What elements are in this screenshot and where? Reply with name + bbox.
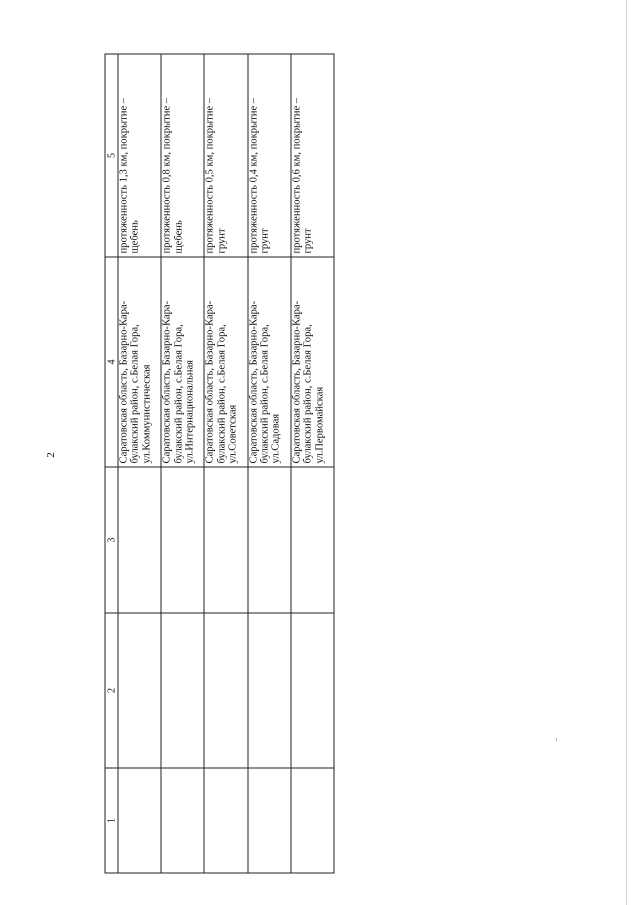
roads-table-rotated (105, 55, 335, 874)
header-col-4: 4 (105, 257, 118, 467)
cell-number (291, 768, 334, 873)
page-number: 2 (45, 452, 57, 458)
cell-address (118, 257, 161, 467)
address-line: ул.Советская (227, 404, 239, 464)
cell-description (291, 54, 334, 257)
header-col-1: 1 (105, 768, 118, 873)
cell-address (248, 257, 291, 467)
table-header-row (105, 54, 118, 873)
table-row (118, 54, 161, 873)
cell-address (161, 257, 204, 467)
cell-name (204, 613, 247, 768)
address-line: ул.Садовая (270, 413, 282, 464)
cell-number (204, 768, 247, 873)
address-line: булакский район, с.Белая Гора, (129, 324, 141, 464)
cell-name (291, 613, 334, 768)
cell-description (248, 54, 291, 257)
cell-name (118, 613, 161, 768)
cell-col-3 (118, 467, 161, 613)
description-line: грунт (216, 228, 228, 254)
cell-address (291, 257, 334, 467)
address-line: булакский район, с.Белая Гора, (259, 324, 271, 464)
address-line: булакский район, с.Белая Гора, (173, 324, 185, 464)
address-line: Саратовская область, Базарно-Кара- (204, 300, 216, 464)
cell-description (118, 54, 161, 257)
address-line: ул.Коммунистическая (141, 364, 153, 464)
table-row (291, 54, 334, 873)
cell-col-3 (204, 467, 247, 613)
cell-number (161, 768, 204, 873)
header-col-2: 2 (105, 613, 118, 768)
header-col-5: 5 (105, 54, 118, 257)
address-line: Саратовская область, Базарно-Кара- (118, 300, 130, 464)
roads-table (105, 54, 335, 874)
table-row (248, 54, 291, 873)
address-line: Саратовская область, Базарно-Кара- (248, 300, 260, 464)
description-line: протяженность 0,6 км, покрытие – (291, 97, 303, 254)
cell-description (204, 54, 247, 257)
description-line: протяженность 1,3 км, покрытие – (118, 97, 130, 254)
scan-speck (556, 738, 557, 741)
address-line: Саратовская область, Базарно-Кара- (291, 300, 303, 464)
description-line: протяженность 0,4 км, покрытие – (248, 97, 260, 254)
cell-name (161, 613, 204, 768)
cell-description (161, 54, 204, 257)
address-line: булакский район, с.Белая Гора, (216, 324, 228, 464)
cell-number (118, 768, 161, 873)
cell-number (248, 768, 291, 873)
address-line: Саратовская область, Базарно-Кара- (161, 300, 173, 464)
cell-name (248, 613, 291, 768)
cell-address (204, 257, 247, 467)
cell-col-3 (248, 467, 291, 613)
description-line: протяженность 0,5 км, покрытие – (204, 97, 216, 254)
page-edge-line (626, 0, 627, 905)
table-row (161, 54, 204, 873)
table-row (204, 54, 247, 873)
description-line: грунт (302, 228, 314, 254)
address-line: ул.Интернациональная (184, 359, 196, 464)
address-line: булакский район, с.Белая Гора, (302, 324, 314, 464)
address-line: ул.Первомайская (314, 386, 326, 464)
description-line: щебень (173, 220, 185, 254)
description-line: грунт (259, 228, 271, 254)
cell-col-3 (161, 467, 204, 613)
header-col-3: 3 (105, 467, 118, 613)
cell-col-3 (291, 467, 334, 613)
description-line: щебень (129, 220, 141, 254)
description-line: протяженность 0,8 км, покрытие – (161, 97, 173, 254)
